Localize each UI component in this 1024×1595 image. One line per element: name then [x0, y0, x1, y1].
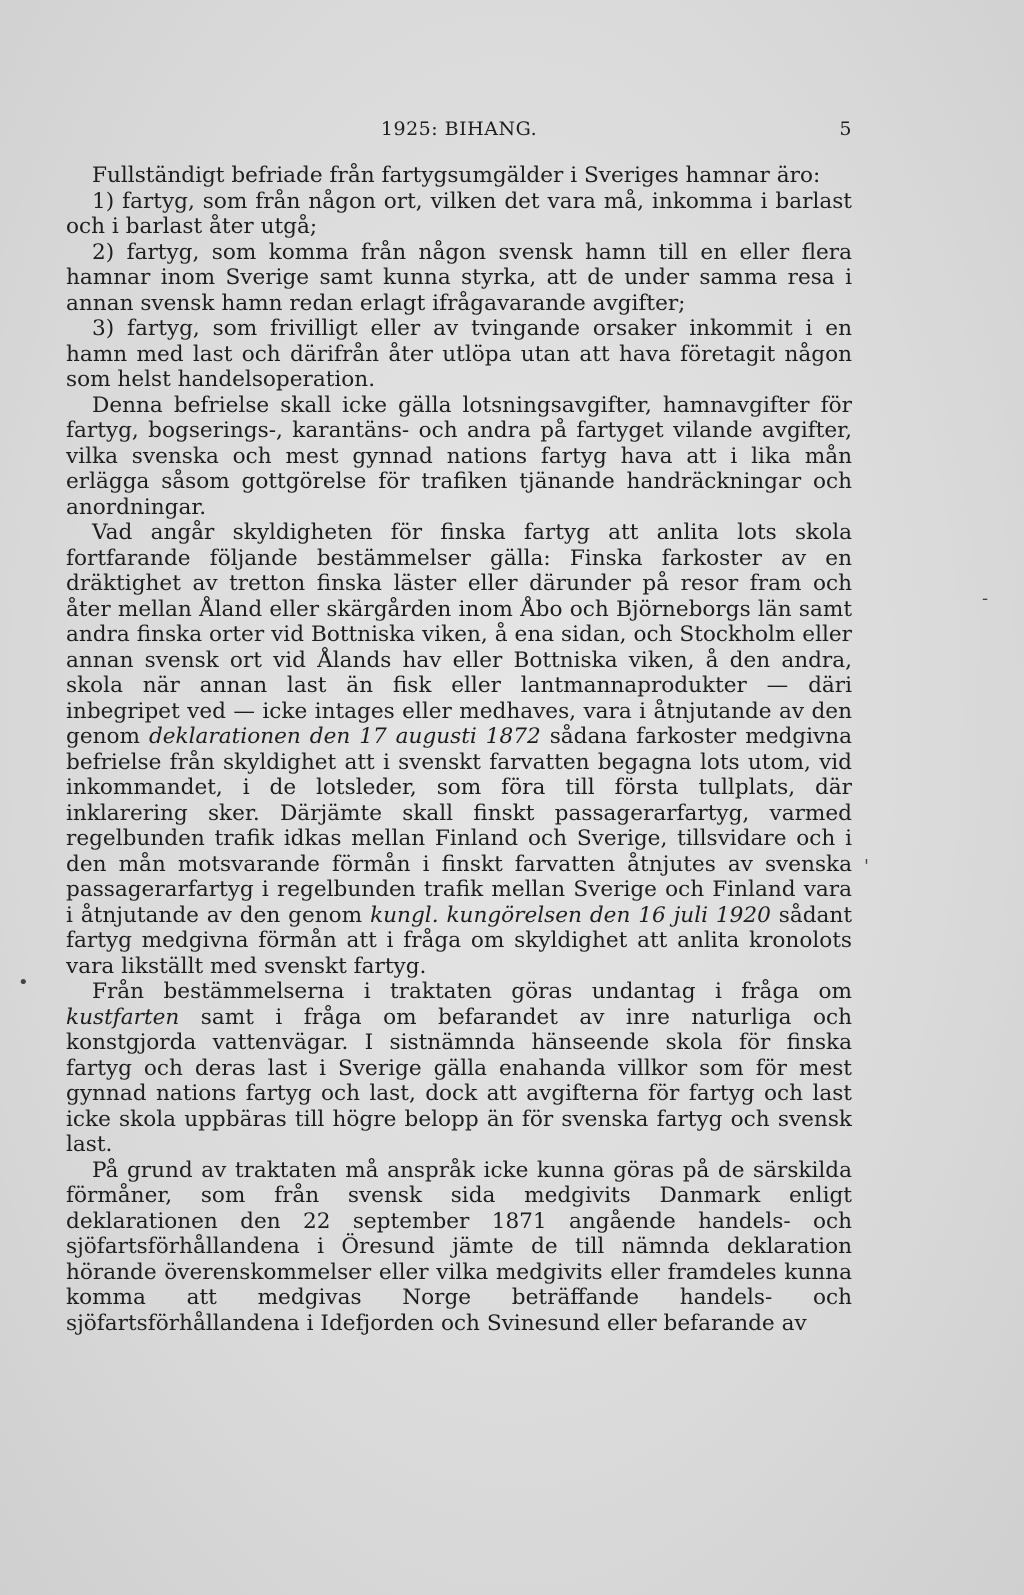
running-head: 1925: BIHANG. [380, 118, 538, 140]
paragraph-item-1: 1) fartyg, som från någon ort, vilken det vara må, inkomma i barlast och i barlast åter utgå; [66, 188, 852, 239]
paragraph-item-3: 3) fartyg, som frivilligt eller av tvingande orsaker inkommit i en hamn med last och därifrån åter utlöpa utan att hava företagit någon som helst handelsoperation. [66, 316, 852, 392]
margin-mark: - [982, 588, 989, 609]
paragraph-intro: Fullständigt befriade från fartygsumgälder i Sveriges hamnar äro: [92, 163, 821, 188]
text-run: samt i fråga om befarandet av inre naturliga och konstgjorda vattenvägar. I sistnämnda hänseende skola för finska fartyg och deras last i Sverige gälla enahanda villkor som för mest gynnad nations fartyg och last, dock att avgifterna för fartyg och last icke skola uppbäras till högre belopp än för svenska fartyg och svensk last. [66, 1004, 852, 1157]
page-header [66, 118, 852, 144]
text-run: Från bestämmelserna i traktaten göras undantag i fråga om [92, 979, 852, 1004]
italic-citation: kungl. kungörelsen den 16 juli 1920 [370, 902, 771, 928]
page-number: 5 [839, 118, 852, 140]
body-text [66, 163, 852, 1336]
margin-mark: ' [864, 856, 869, 877]
text-run: sådana farkoster medgivna befrielse från skyldighet att i svenskt farvatten begagna lots utom, vid inkommandet, i de lotsleder, som föra till första tullplats, där inklarering sker. Därjämte skall finskt passagerarfartyg, varmed regelbunden trafik idkas mellan Finland och Sverige, tillsvidare och i den mån motsvarande förmån i finskt farvatten åtnjutes av svenska passagerarfartyg i regelbunden trafik mellan Sverige och Finland vara i åtnjutande av den genom [66, 724, 853, 928]
italic-citation: deklarationen den 17 augusti 1872 [148, 724, 541, 749]
text-run: Vad angår skyldigheten för finska fartyg att anlita lots skola fortfarande följande bestämmelser gälla: Finska farkoster av en dräktighet av tretton finska läster eller därunder på resor fram och åter mellan Åland eller skärgården inom Åbo och Björneborgs län samt andra finska orter vid Bottniska viken, å ena sidan, och Stockholm eller annan svensk ort vid Ålands hav eller Bottniska viken, å den andra, skola när annan last än fisk eller lantmannaprodukter — däri inbegripet ved — icke intages eller medhaves, vara i åtnjutande av den genom [66, 520, 852, 749]
paragraph-exemption: Denna befrielse skall icke gälla lotsningsavgifter, hamnavgifter för fartyg, bogserings-, karantäns- och andra på fartyget vilande avgifter, vilka svenska och mest gynnad nations fartyg hava att i lika mån erlägga såsom gottgörelse för trafiken tjänande handräckningar och anordningar. [66, 392, 852, 520]
italic-term: kustfarten [66, 1004, 180, 1030]
text-run: sådant fartyg medgivna förmån att i fråga om skyldighet att anlita kronolots vara likställt med svenskt fartyg. [66, 902, 853, 979]
paragraph-special-privileges: På grund av traktaten må anspråk icke kunna göras på de särskilda förmåner, som från svensk sida medgivits Danmark enligt deklarationen den 22 september 1871 angående handels- och sjöfartsförhållandena i Öresund jämte de till nämnda deklaration hörande överenskommelser eller vilka medgivits eller framdeles kunna komma att medgivas Norge beträffande handels- och sjöfartsförhållandena i Idefjorden och Svinesund eller befarande av [66, 1157, 852, 1336]
paragraph-item-2: 2) fartyg, som komma från någon svensk hamn till en eller flera hamnar inom Sverige samt kunna styrka, att de under samma resa i annan svensk hamn redan erlagt ifrågavarande avgifter; [66, 239, 852, 316]
paragraph-coastal-trade [66, 979, 852, 1158]
margin-mark: • [18, 972, 29, 993]
paragraph-pilotage [66, 520, 852, 979]
